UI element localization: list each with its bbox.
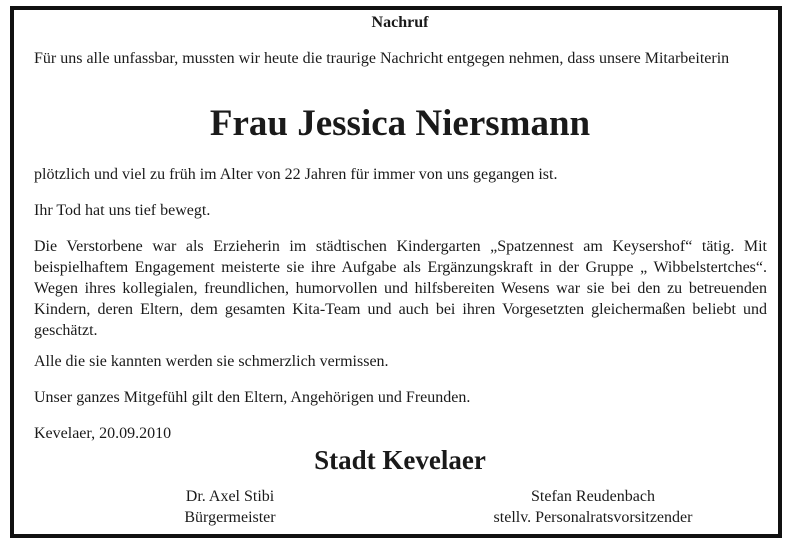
miss-line: Alle die sie kannten werden sie schmerzlich vermissen. [34,353,389,370]
organization-name: Stadt Kevelaer [314,445,486,475]
signatory-title: Bürgermeister [184,509,276,526]
deceased-name: Frau Jessica Niersmann [209,103,591,144]
signatory-title: stellv. Personalratsvorsitzender [493,509,693,526]
place-date: Kevelaer, 20.09.2010 [34,425,172,442]
signatory-name: Dr. Axel Stibi [185,488,275,505]
age-line: plötzlich und viel zu früh im Alter von 22 Jahren für immer von uns gegangen ist. [34,166,558,183]
notice-heading: Nachruf [371,14,429,31]
signatory-mayor [140,486,320,528]
intro-paragraph: Für uns alle unfassbar, mussten wir heute die traurige Nachricht entgegen nehmen, dass unsere Mitarbeiterin [34,50,730,67]
moved-line: Ihr Tod hat uns tief bewegt. [34,202,211,219]
main-paragraph: Die Verstorbene war als Erzieherin im städtischen Kindergarten „Spatzennest am Keysershof“ tätig. Mit beispielhaftem Engagement meisterte sie ihre Aufgabe als Ergänzungskraft in der Gruppe „ Wibbelstertches“. Wegen ihres kollegialen, freundlichen, humorvollen und hilfsbereiten Wesens war sie bei den zu betreuenden Kindern, deren Eltern, dem gesamten Kita-Team und auch bei ihren Vorgesetzten gleichermaßen beliebt und geschätzt. [34,238,767,339]
signatory-staff-council [448,486,738,528]
signatory-name: Stefan Reudenbach [531,488,655,505]
sympathy-line: Unser ganzes Mitgefühl gilt den Eltern, Angehörigen und Freunden. [34,389,471,406]
